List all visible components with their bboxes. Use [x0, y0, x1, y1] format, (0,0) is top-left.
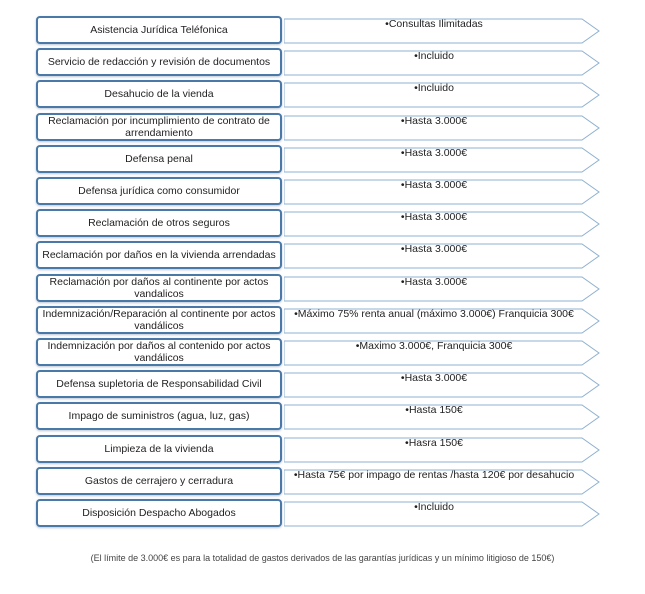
coverage-label: Servicio de redacción y revisión de documentos — [36, 48, 282, 76]
coverage-value: •Incluido — [414, 82, 454, 95]
coverage-label: Reclamación por daños en la vivienda arrendadas — [36, 241, 282, 269]
coverage-label: Indemnización/Reparación al continente por actos vandálicos — [36, 306, 282, 334]
coverage-label: Defensa jurídica como consumidor — [36, 177, 282, 205]
coverage-label: Defensa supletoria de Responsabilidad Civil — [36, 370, 282, 398]
coverage-row — [0, 113, 645, 143]
coverage-row — [0, 274, 645, 304]
coverage-label: Impago de suministros (agua, luz, gas) — [36, 402, 282, 430]
coverage-row — [0, 145, 645, 175]
coverage-row — [0, 177, 645, 207]
coverage-value: •Hasta 3.000€ — [400, 243, 468, 256]
coverage-row — [0, 306, 645, 336]
coverage-value: •Hasta 75€ por impago de rentas /hasta 120€ por desahucio — [293, 468, 575, 481]
coverage-row — [0, 209, 645, 239]
coverage-label: Limpieza de la vivienda — [36, 435, 282, 463]
footnote: (El límite de 3.000€ es para la totalidad de gastos derivados de las garantías jurídicas y un mínimo litigioso de 150€) — [90, 553, 555, 563]
coverage-label: Reclamación de otros seguros — [36, 209, 282, 237]
coverage-value: •Hasta 3.000€ — [400, 146, 468, 159]
coverage-row — [0, 80, 645, 110]
coverage-row — [0, 370, 645, 400]
coverage-row — [0, 402, 645, 432]
coverage-value: •Maximo 3.000€, Franquicia 300€ — [355, 340, 513, 352]
coverage-value: •Hasta 3.000€ — [400, 179, 468, 191]
coverage-row — [0, 48, 645, 78]
coverage-row — [0, 241, 645, 271]
coverage-value: •Hasta 3.000€ — [400, 211, 468, 224]
coverage-row — [0, 435, 645, 465]
coverage-label: Reclamación por incumplimiento de contrato de arrendamiento — [36, 113, 282, 141]
coverage-label: Defensa penal — [36, 145, 282, 173]
coverage-row — [0, 338, 645, 368]
coverage-label: Indemnización por daños al contenido por actos vandálicos — [36, 338, 282, 366]
coverage-value: •Hasta 150€ — [405, 404, 463, 417]
coverage-value: •Máximo 75% renta anual (máximo 3.000€) Franquicia 300€ — [294, 307, 574, 320]
coverage-value: •Consultas Ilimitadas — [385, 18, 483, 30]
coverage-value: •Hasta 3.000€ — [400, 114, 468, 127]
coverage-value: •Hasra 150€ — [405, 436, 463, 449]
coverage-label: Reclamación por daños al continente por actos vandalicos — [36, 274, 282, 302]
coverage-label: Asistencia Jurídica Teléfonica — [36, 16, 282, 44]
coverage-row — [0, 467, 645, 497]
coverage-label: Disposición Despacho Abogados — [36, 499, 282, 527]
coverage-row — [0, 499, 645, 529]
coverage-value: •Hasta 3.000€ — [400, 372, 468, 385]
coverage-value: •Hasta 3.000€ — [400, 275, 468, 288]
coverage-label: Gastos de cerrajero y cerradura — [36, 467, 282, 495]
coverage-row — [0, 16, 645, 46]
coverage-value: •Incluido — [414, 50, 454, 63]
coverage-value: •Incluido — [414, 501, 454, 513]
coverage-label: Desahucio de la vienda — [36, 80, 282, 108]
